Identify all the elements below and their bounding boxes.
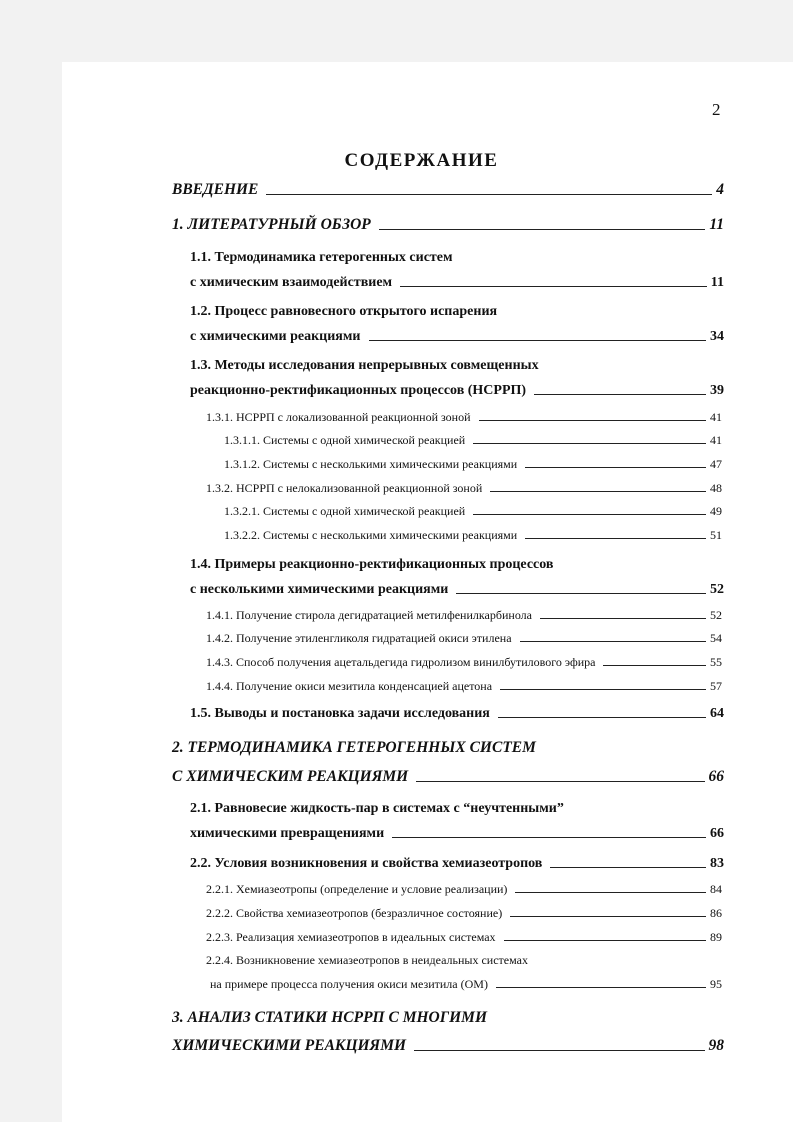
- toc-page: 48: [710, 481, 722, 495]
- toc-entry: [210, 977, 722, 992]
- toc-leader: [266, 193, 712, 195]
- toc-leader: [500, 688, 706, 690]
- toc-entry: [172, 1037, 724, 1055]
- toc-page: 34: [710, 329, 724, 344]
- toc-leader: [498, 716, 706, 718]
- toc-page: 4: [716, 181, 724, 198]
- toc-leader: [525, 537, 706, 539]
- toc-entry-text: 1.4.2. Получение этиленгликоля гидратацией окиси этилена: [206, 631, 512, 645]
- toc-page: 51: [710, 528, 722, 542]
- toc-entry-text: 1.4.4. Получение окиси мезитила конденсацией ацетона: [206, 679, 493, 693]
- toc-entry-text: ХИМИЧЕСКИМИ РЕАКЦИЯМИ: [172, 1037, 407, 1054]
- toc-entry: [206, 930, 722, 945]
- toc-entry-text: 1.3.1.1. Системы с одной химической реакцией: [224, 433, 466, 447]
- toc-leader: [392, 836, 706, 838]
- toc-entry-text: 2.1. Равновесие жидкость-пар в системах с “неучтенными”: [190, 801, 564, 816]
- toc-page: 47: [710, 457, 722, 471]
- toc-leader: [400, 285, 707, 287]
- toc-leader: [473, 513, 706, 515]
- toc-entry: [224, 504, 722, 519]
- toc-entry-text: 2.2. Условия возникновения и свойства хемиазеотропов: [190, 856, 543, 871]
- toc-entry: [190, 582, 724, 598]
- toc-entry-text: 2.2.1. Хемиазеотропы (определение и условие реализации): [206, 882, 508, 896]
- toc-entry: [190, 304, 724, 320]
- toc-page: 55: [710, 655, 722, 669]
- toc-entry-text: 1.3.2.2. Системы с несколькими химическими реакциями: [224, 528, 518, 542]
- toc-entry: [206, 608, 722, 623]
- toc-entry: [190, 250, 724, 266]
- toc-leader: [379, 228, 706, 230]
- toc-page: 95: [710, 977, 722, 991]
- toc-page: 11: [709, 216, 724, 233]
- page-number: 2: [712, 100, 721, 119]
- toc-page: 52: [710, 608, 722, 622]
- page-title: СОДЕРЖАНИЕ: [344, 150, 499, 171]
- toc-entry-text: 2.2.3. Реализация хемиазеотропов в идеальных системах: [206, 930, 496, 944]
- toc-entry-text: 2. ТЕРМОДИНАМИКА ГЕТЕРОГЕННЫХ СИСТЕМ: [172, 739, 536, 756]
- toc-entry-text: 1.3.1. НСРРП с локализованной реакционной зоной: [206, 410, 471, 424]
- toc-leader: [473, 442, 706, 444]
- toc-page: 89: [710, 930, 722, 944]
- toc-entry: [172, 1009, 724, 1027]
- toc-leader: [603, 664, 706, 666]
- toc-entry-text: 2.2.2. Свойства хемиазеотропов (безразличное состояние): [206, 906, 503, 920]
- toc-page: 11: [710, 275, 724, 290]
- toc-page: 66: [708, 768, 724, 785]
- toc-entry-text: 1.3.1.2. Системы с несколькими химическими реакциями: [224, 457, 518, 471]
- toc-page: 39: [710, 383, 724, 398]
- toc-entry: [224, 457, 722, 472]
- toc-entry: [206, 655, 722, 670]
- toc-page: 64: [710, 706, 724, 721]
- toc-entry-text: с химическим взаимодействием: [190, 275, 393, 290]
- toc-leader: [525, 466, 706, 468]
- toc-entry-text: 1.2. Процесс равновесного открытого испарения: [190, 304, 498, 319]
- toc-entry: [224, 433, 722, 448]
- toc-page: 54: [710, 631, 722, 645]
- toc-page: 41: [710, 433, 722, 447]
- toc-page: 49: [710, 504, 722, 518]
- toc-leader: [416, 780, 704, 782]
- toc-entry-text: 1.4.3. Способ получения ацетальдегида гидролизом винилбутилового эфира: [206, 655, 596, 669]
- toc-page: 83: [710, 856, 724, 871]
- toc-entry: [206, 631, 722, 646]
- toc-entry: [206, 679, 722, 694]
- toc-entry-text: химическими превращениями: [190, 826, 385, 841]
- toc-leader: [456, 592, 706, 594]
- toc-entry-text: 1.3.2.1. Системы с одной химической реакцией: [224, 504, 466, 518]
- toc-leader: [534, 393, 706, 395]
- toc-page: 86: [710, 906, 722, 920]
- toc-leader: [504, 939, 706, 941]
- toc-entry: [190, 801, 724, 817]
- toc-entry: [224, 528, 722, 543]
- toc-leader: [490, 490, 706, 492]
- toc-page: 84: [710, 882, 722, 896]
- toc-leader: [496, 986, 706, 988]
- toc-page: 66: [710, 826, 724, 841]
- toc-entry: [172, 739, 724, 757]
- toc-entry: [172, 216, 724, 234]
- toc-page: 57: [710, 679, 722, 693]
- toc-entry: [190, 383, 724, 399]
- toc-entry-text: 1. ЛИТЕРАТУРНЫЙ ОБЗОР: [172, 216, 371, 233]
- toc-leader: [550, 866, 706, 868]
- toc-entry-text: ВВЕДЕНИЕ: [172, 181, 259, 198]
- toc-entry: [172, 768, 724, 786]
- toc-entry: [206, 481, 722, 496]
- toc-entry: [172, 181, 724, 199]
- toc-leader: [479, 419, 706, 421]
- toc-entry-text: 2.2.4. Возникновение хемиазеотропов в неидеальных системах: [206, 953, 528, 967]
- toc-entry-text: 1.4. Примеры реакционно-ректификационных процессов: [190, 557, 554, 572]
- toc-entry: [190, 275, 724, 291]
- toc-leader: [510, 915, 706, 917]
- toc-leader: [520, 640, 706, 642]
- toc-entry: [190, 706, 724, 722]
- toc-entry: [190, 329, 724, 345]
- toc-page: 41: [710, 410, 722, 424]
- toc-leader: [414, 1049, 704, 1051]
- toc-entry-text: реакционно-ректификационных процессов (НСРРП): [190, 383, 527, 398]
- toc-entry-text: С ХИМИЧЕСКИМ РЕАКЦИЯМИ: [172, 768, 409, 785]
- toc-entry-text: на примере процесса получения окиси мезитила (ОМ): [210, 977, 488, 991]
- toc-entry-text: 1.4.1. Получение стирола дегидратацией метилфенилкарбинола: [206, 608, 532, 622]
- toc-entry-text: 1.3.2. НСРРП с нелокализованной реакционной зоной: [206, 481, 483, 495]
- toc-entry-text: 1.3. Методы исследования непрерывных совмещенных: [190, 358, 539, 373]
- toc-entry-text: 1.1. Термодинамика гетерогенных систем: [190, 250, 453, 265]
- toc-page: 98: [708, 1037, 724, 1054]
- toc-entry: [206, 906, 722, 921]
- toc-entry: [190, 856, 724, 872]
- toc-entry-text: с химическими реакциями: [190, 329, 361, 344]
- toc-leader: [369, 339, 707, 341]
- toc-entry: [206, 953, 722, 968]
- toc-entry: [190, 358, 724, 374]
- toc-entry: [190, 557, 724, 573]
- toc-entry: [206, 882, 722, 897]
- toc-entry-text: с несколькими химическими реакциями: [190, 582, 449, 597]
- toc-leader: [515, 891, 706, 893]
- toc-entry: [190, 826, 724, 842]
- toc-entry-text: 3. АНАЛИЗ СТАТИКИ НСРРП С МНОГИМИ: [172, 1009, 487, 1026]
- toc-entry: [206, 410, 722, 425]
- toc-leader: [540, 617, 706, 619]
- toc-page: 52: [710, 582, 724, 597]
- toc-entry-text: 1.5. Выводы и постановка задачи исследования: [190, 706, 490, 721]
